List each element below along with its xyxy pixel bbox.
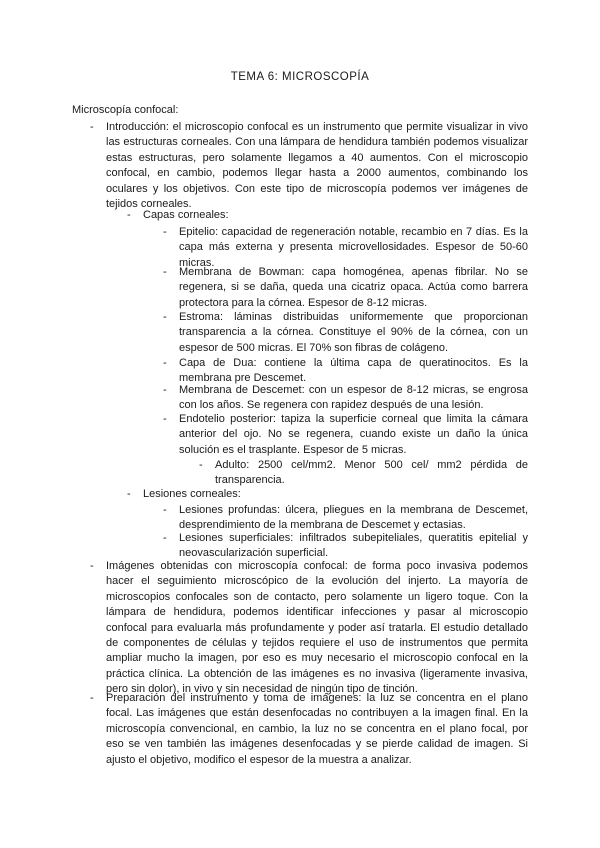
list-item-intro	[90, 120, 528, 212]
superficiales-text: Lesiones superficiales: infiltrados subepiteliales, queratitis epitelial y neovascularización superficial.	[179, 532, 528, 560]
bullet-dash: -	[163, 266, 167, 278]
list-item-bowman	[163, 265, 528, 311]
epitelio-text: Epitelio: capacidad de regeneración notable, recambio en 7 días. Es la capa más externa y presenta microvellosidades. Espesor de 50-60 micras.	[179, 226, 528, 269]
list-item-endotelio	[163, 412, 528, 458]
bullet-dash: -	[163, 226, 167, 238]
bullet-dash: -	[163, 311, 167, 323]
list-item-adulto	[199, 458, 528, 489]
profundas-text: Lesiones profundas: úlcera, pliegues en la membrana de Descemet, desprendimiento de la membrana de Descemet y ectasias.	[179, 504, 528, 532]
intro-text: Introducción: el microscopio confocal es un instrumento que permite visualizar in vivo las estructuras corneales. Con una lámpara de hendidura también podemos visualizar estas estructuras, pero solamente llegamos a 40 aumentos. Con el microscopio confocal, en cambio, podemos llegar hasta a 2000 aumentos, combinando los oculares y los objetivos. Con este tipo de microscopía podemos ver imágenes de tejidos corneales.	[106, 121, 528, 211]
bullet-dash: -	[163, 532, 167, 544]
bullet-dash: -	[90, 560, 94, 572]
capas-heading-text: Capas corneales:	[143, 209, 229, 221]
lesiones-heading-text: Lesiones corneales:	[143, 488, 241, 500]
bullet-dash: -	[90, 692, 94, 704]
adulto-text: Adulto: 2500 cel/mm2. Menor 500 cel/ mm2 pérdida de transparencia.	[215, 459, 528, 487]
list-item-preparacion	[90, 691, 528, 768]
page-title: TEMA 6: MICROSCOPÍA	[230, 71, 370, 83]
bullet-dash: -	[127, 488, 131, 500]
estroma-text: Estroma: láminas distribuidas uniformemente que proporcionan transparencia a la córnea. Constituye el 90% de la córnea, con un espesor de 500 micras. El 70% son fibras de colágeno.	[179, 311, 528, 354]
list-item-descemet	[163, 383, 528, 414]
section-heading: Microscopía confocal:	[72, 104, 179, 116]
bullet-dash: -	[90, 121, 94, 133]
bullet-dash: -	[163, 413, 167, 425]
list-item-lesiones-heading	[127, 487, 528, 502]
bullet-dash: -	[163, 384, 167, 396]
list-item-estroma	[163, 310, 528, 356]
descemet-text: Membrana de Descemet: con un espesor de 8-12 micras, se engrosa con los años. Se regenera con rapidez después de una lesión.	[179, 384, 528, 412]
bullet-dash: -	[127, 209, 131, 221]
bullet-dash: -	[163, 504, 167, 516]
bowman-text: Membrana de Bowman: capa homogénea, apenas fibrilar. No se regenera, si se daña, queda una cicatriz opaca. Actúa como barrera protectora para la córnea. Espesor de 8-12 micras.	[179, 266, 528, 309]
bullet-dash: -	[199, 459, 203, 471]
dua-text: Capa de Dua: contiene la última capa de queratinocitos. Es la membrana pre Descemet.	[179, 357, 528, 385]
list-item-profundas	[163, 503, 528, 534]
preparacion-text: Preparación del instrumento y toma de imágenes: la luz se concentra en el plano focal. Las imágenes que están desenfocadas no contribuyen a la imagen final. En la microscopía convencional, en cambio, la luz no se concentra en el plano focal, por eso se ven también las imágenes desenfocadas y se pierde calidad de imagen. Si ajusto el objetivo, modifico el espesor de la muestra a analizar.	[106, 692, 528, 766]
list-item-imagenes	[90, 559, 528, 698]
bullet-dash: -	[163, 357, 167, 369]
list-item-superficiales	[163, 531, 528, 562]
endotelio-text: Endotelio posterior: tapiza la superficie corneal que limita la cámara anterior del ojo. No se regenera, cuando existe un daño la única solución es el trasplante. Espesor de 5 micras.	[179, 413, 528, 456]
imagenes-text: Imágenes obtenidas con microscopía confocal: de forma poco invasiva podemos hacer el seguimiento microscópico de la evolución del injerto. La mayoría de microscopios confocales son de contacto, pero solamente un ligero toque. Con la lámpara de hendidura, podemos identificar infecciones y pasar al microscopio confocal para evaluarla más profundamente y poder así tratarla. El estudio detallado de componentes de células y tejidos requiere el uso de instrumentos que permita ampliar mucho la imagen, por eso es muy necesario el microscopio confocal en la práctica clínica. La obtención de las imágenes es no invasiva (ligeramente invasiva, pero sin dolor), in vivo y sin necesidad de ningún tipo de tinción.	[106, 560, 528, 696]
list-item-capas-heading	[127, 208, 528, 223]
